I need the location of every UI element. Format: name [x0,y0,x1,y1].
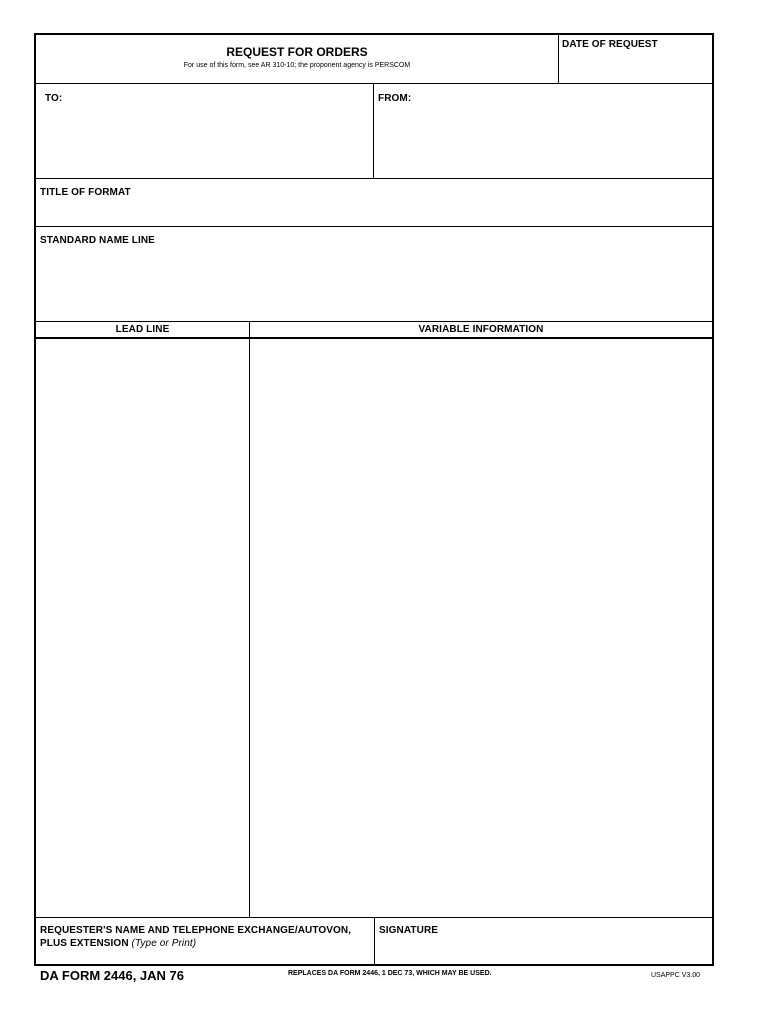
lead-line-header: LEAD LINE [115,324,170,335]
divider [36,321,712,322]
column-divider [249,321,250,917]
requester-label-note: (Type or Print) [131,938,197,949]
divider [373,83,374,178]
standard-name-line-field[interactable] [38,247,710,319]
signature-field[interactable] [376,938,710,962]
request-for-orders-form [34,33,714,966]
variable-information-field[interactable] [252,340,710,916]
divider [374,917,375,964]
divider [36,337,712,339]
form-title: REQUEST FOR ORDERS [226,45,368,59]
title-of-format-label: TITLE OF FORMAT [40,187,131,198]
replaces-note: REPLACES DA FORM 2446, 1 DEC 73, WHICH MAY BE USED. [288,970,492,977]
version: USAPPC V3.00 [651,972,701,979]
variable-information-header: VARIABLE INFORMATION [418,324,544,335]
signature-label: SIGNATURE [379,925,439,936]
divider [36,83,712,84]
divider [36,226,712,227]
date-of-request-field[interactable] [559,51,712,81]
requester-label-line1: REQUESTER'S NAME AND TELEPHONE EXCHANGE/AUTOVON, [40,925,352,936]
date-of-request-label: DATE OF REQUEST [562,39,658,50]
from-label: FROM: [378,93,412,104]
to-field[interactable] [38,105,372,177]
title-of-format-field[interactable] [38,199,710,225]
to-label: TO: [45,93,63,104]
divider [36,178,712,179]
form-subtitle: For use of this form, see AR 310-10; the proponent agency is PERSCOM [183,62,411,69]
standard-name-line-label: STANDARD NAME LINE [40,235,155,246]
form-id: DA FORM 2446, JAN 76 [40,968,185,983]
lead-line-field[interactable] [38,340,247,916]
requester-label-line2: PLUS EXTENSION (Type or Print) [40,938,197,949]
from-field[interactable] [376,105,710,177]
